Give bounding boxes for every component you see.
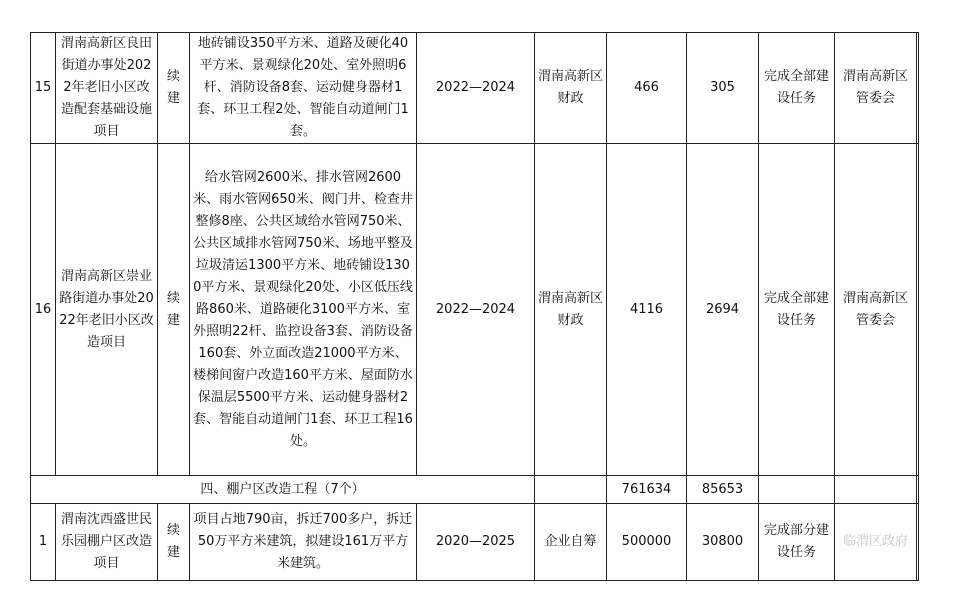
annual-goal: 完成部分建设任务 <box>759 504 835 581</box>
remark-cell <box>917 504 919 581</box>
annual-investment: 2694 <box>687 144 759 476</box>
table-row <box>31 504 919 581</box>
row-number: 16 <box>31 144 56 476</box>
responsible-unit: 渭南高新区管委会 <box>835 144 917 476</box>
total-investment: 466 <box>607 33 687 144</box>
project-name: 渭南高新区崇业路街道办事处2022年老旧小区改造项目 <box>56 144 158 476</box>
project-content: 项目占地790亩，拆迁700多户，拆迁50万平方米建筑，拟建设161万平方米建筑。 <box>190 504 417 581</box>
total-investment: 4116 <box>607 144 687 476</box>
responsible-unit: 渭南高新区管委会 <box>835 33 917 144</box>
fund-source: 渭南高新区财政 <box>535 144 607 476</box>
section-row <box>31 476 919 504</box>
project-content: 给水管网2600米、排水管网2600米、雨水管网650米、阀门井、检查井整修8座、公共区域给水管网750米、公共区域排水管网750米、场地平整及垃圾清运1300平方米、地砖铺设1300平方米、景观绿化20处、小区低压线路860米、道路硬化3100平方米、室外照明22杆、监控设备3套、消防设备160套、外立面改造21000平方米、楼梯间窗户改造160平方米、屋面防水保温层5500平方米、运动健身器材2套、智能自动道闸门1套、环卫工程16处。 <box>190 144 417 476</box>
project-table <box>30 32 919 581</box>
row-number: 1 <box>31 504 56 581</box>
total-investment: 500000 <box>607 504 687 581</box>
project-type: 续建 <box>158 144 190 476</box>
responsible-unit: 临渭区政府 <box>835 504 917 581</box>
section-empty-cell <box>835 476 917 504</box>
annual-investment: 30800 <box>687 504 759 581</box>
annual-goal: 完成全部建设任务 <box>759 33 835 144</box>
fund-source: 渭南高新区财政 <box>535 33 607 144</box>
fund-source: 企业自筹 <box>535 504 607 581</box>
section-title: 四、棚户区改造工程（7个） <box>31 476 535 504</box>
row-number: 15 <box>31 33 56 144</box>
project-period: 2022—2024 <box>417 144 535 476</box>
table-row <box>31 33 919 144</box>
section-empty-cell <box>759 476 835 504</box>
project-period: 2022—2024 <box>417 33 535 144</box>
annual-investment: 305 <box>687 33 759 144</box>
project-period: 2020—2025 <box>417 504 535 581</box>
project-type: 续建 <box>158 504 190 581</box>
project-content: 地砖铺设350平方米、道路及硬化40平方米、景观绿化20处、室外照明6杆、消防设备8套、运动健身器材1套、环卫工程2处、智能自动道闸门1套。 <box>190 33 417 144</box>
remark-cell <box>917 144 919 476</box>
section-annual-investment: 85653 <box>687 476 759 504</box>
section-empty-cell <box>917 476 919 504</box>
annual-goal: 完成全部建设任务 <box>759 144 835 476</box>
section-total-investment: 761634 <box>607 476 687 504</box>
section-empty-cell <box>535 476 607 504</box>
table-row <box>31 144 919 476</box>
project-name: 渭南沈西盛世民乐园棚户区改造项目 <box>56 504 158 581</box>
project-type: 续建 <box>158 33 190 144</box>
remark-cell <box>917 33 919 144</box>
project-name: 渭南高新区良田街道办事处2022年老旧小区改造配套基础设施项目 <box>56 33 158 144</box>
